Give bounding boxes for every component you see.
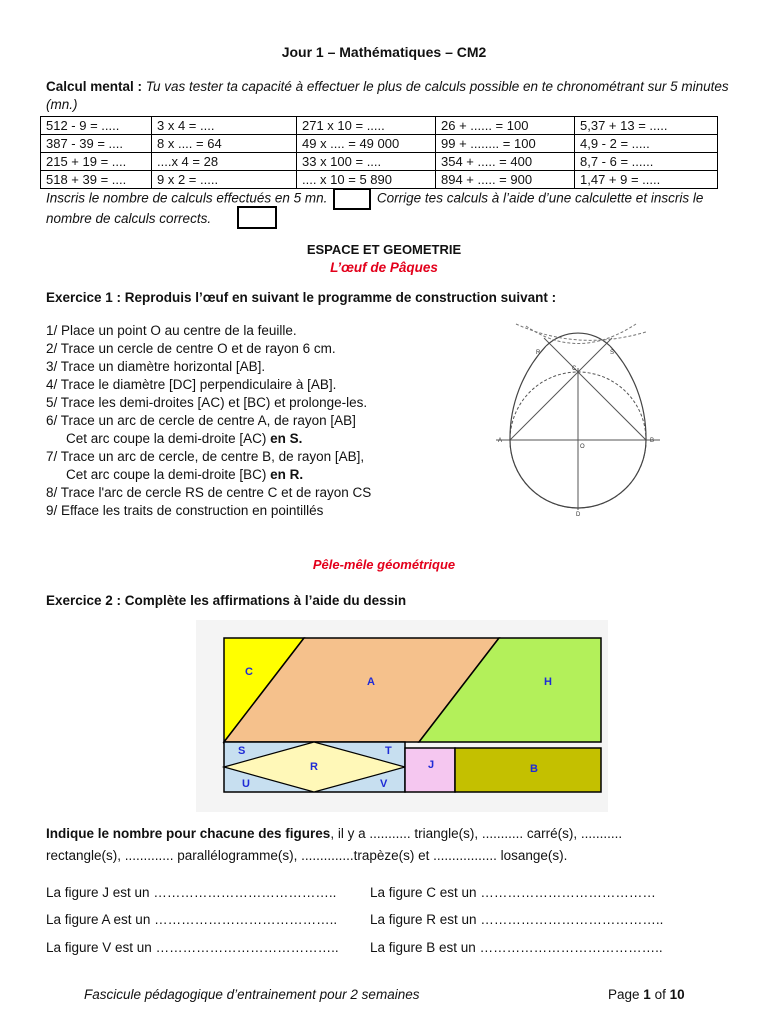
label-b: B: [530, 763, 538, 775]
step-7: 7/ Trace un arc de cercle, de centre B, de rayon [AB],: [46, 449, 365, 464]
step-8: 8/ Trace l'arc de cercle RS de centre C et de rayon CS: [46, 485, 372, 500]
label-h: H: [544, 676, 552, 688]
label-t: T: [385, 745, 392, 757]
indique-rest: , il y a ........... triangle(s), ........... carré(s), ...........: [330, 826, 623, 841]
calc-cell: 215 + 19 = ....: [41, 153, 152, 171]
exercise1-title: Exercice 1 : Reproduis l’œuf en suivant le programme de construction suivant :: [46, 290, 557, 305]
step-4: 4/ Trace le diamètre [DC] perpendiculaire à [AB].: [46, 377, 337, 392]
construction-steps: [46, 322, 371, 520]
label-r: R: [310, 761, 318, 773]
calc-row: [41, 135, 718, 153]
calc-cell: 518 + 39 = ....: [41, 171, 152, 189]
indique-instruction: [46, 823, 726, 867]
calc-cell: 8 x .... = 64: [152, 135, 297, 153]
section-title: ESPACE ET GEOMETRIE: [306, 242, 462, 257]
calcul-label: Calcul mental :: [46, 79, 143, 94]
label-v: V: [380, 778, 388, 790]
label-s: S: [610, 350, 615, 356]
answer-box-correct[interactable]: [237, 206, 277, 229]
statement-j: La figure J est un …………………………………..: [46, 885, 337, 900]
calc-cell: 1,47 + 9 = .....: [575, 171, 718, 189]
pelemele-figure: [196, 620, 608, 812]
calcul-mental-intro: [46, 78, 736, 114]
label-d: D: [576, 512, 581, 518]
calcul-table: [40, 116, 718, 189]
step-6-continued: [46, 430, 371, 448]
step-7-bold: en R.: [270, 467, 304, 482]
inscris-text-1: Inscris le nombre de calculs effectués en 5 mn.: [46, 190, 328, 206]
step-6: 6/ Trace un arc de cercle de centre A, de rayon [AB]: [46, 413, 356, 428]
calc-cell: 99 + ........ = 100: [436, 135, 575, 153]
step-7-cont-text: Cet arc coupe la demi-droite [BC): [66, 467, 271, 482]
calc-row: [41, 153, 718, 171]
inscris-text-3: nombre de calculs corrects.: [46, 211, 212, 226]
step-6-cont-text: Cet arc coupe la demi-droite [AC): [66, 431, 271, 446]
statement-b: La figure B est un …………………………………..: [370, 940, 663, 955]
statement-c: La figure C est un …………………………………: [370, 885, 656, 900]
pelemele-subtitle: Pêle-mêle géométrique: [312, 557, 456, 572]
inscris-text-2: Corrige tes calculs à l’aide d’une calculette et inscris le: [376, 190, 704, 206]
step-9: 9/ Efface les traits de construction en pointillés: [46, 503, 324, 518]
step-3: 3/ Trace un diamètre horizontal [AB].: [46, 359, 266, 374]
calc-cell: 26 + ...... = 100: [436, 117, 575, 135]
calc-cell: 4,9 - 2 = .....: [575, 135, 718, 153]
egg-subtitle: L’œuf de Pâques: [330, 260, 438, 275]
statement-a: La figure A est un …………………………………..: [46, 912, 338, 927]
statement-v: La figure V est un …………………………………..: [46, 940, 339, 955]
step-5: 5/ Trace les demi-droites [AC) et [BC) et prolonge-les.: [46, 395, 368, 410]
label-b: B: [650, 438, 655, 444]
calc-row: [41, 117, 718, 135]
calc-cell: 387 - 39 = ....: [41, 135, 152, 153]
calc-cell: 49 x .... = 49 000: [297, 135, 436, 153]
page-current: 1: [643, 987, 651, 1002]
label-c: C: [245, 666, 253, 678]
label-r: R: [536, 350, 541, 356]
calc-cell: ....x 4 = 28: [152, 153, 297, 171]
label-o: O: [580, 444, 585, 450]
label-s: S: [238, 745, 246, 757]
page-of: of: [654, 987, 666, 1002]
calcul-instruction: Tu vas tester ta capacité à effectuer le plus de calculs possible en te chronométrant sur 5 minutes (mn.): [46, 79, 729, 112]
page-number: [608, 987, 685, 1002]
step-2: 2/ Trace un cercle de centre O et de rayon 6 cm.: [46, 341, 336, 356]
calc-cell: 3 x 4 = ....: [152, 117, 297, 135]
inscris-instruction: [46, 188, 736, 228]
indique-line2: rectangle(s), ............. parallélogramme(s), ..............trapèze(s) et ................. losange(s).: [46, 848, 568, 863]
label-a: A: [367, 676, 375, 688]
label-u: U: [242, 778, 250, 790]
calc-cell: 271 x 10 = .....: [297, 117, 436, 135]
step-6-bold: en S.: [270, 431, 303, 446]
egg-construction-figure: [486, 322, 662, 520]
label-j: J: [428, 759, 435, 771]
page-total: 10: [669, 987, 685, 1002]
calc-cell: 894 + ..... = 900: [436, 171, 575, 189]
calc-cell: 33 x 100 = ....: [297, 153, 436, 171]
calc-cell: 9 x 2 = .....: [152, 171, 297, 189]
shape-b-rectangle: [455, 748, 601, 792]
calc-cell: 8,7 - 6 = ......: [575, 153, 718, 171]
page-label: Page: [608, 987, 640, 1002]
page-title: Jour 1 – Mathématiques – CM2: [281, 44, 487, 60]
calc-cell: .... x 10 = 5 890: [297, 171, 436, 189]
statement-r: La figure R est un …………………………………..: [370, 912, 664, 927]
step-1: 1/ Place un point O au centre de la feuille.: [46, 323, 297, 338]
footer-text: Fascicule pédagogique d’entrainement pour 2 semaines: [84, 987, 420, 1002]
label-a: A: [498, 438, 503, 444]
indique-bold: Indique le nombre pour chacune des figures: [46, 826, 331, 841]
label-c: C: [572, 366, 577, 372]
answer-box-total[interactable]: [333, 188, 371, 210]
calc-cell: 354 + ..... = 400: [436, 153, 575, 171]
step-7-continued: [46, 466, 371, 484]
calc-cell: 5,37 + 13 = .....: [575, 117, 718, 135]
calc-cell: 512 - 9 = .....: [41, 117, 152, 135]
calc-row: [41, 171, 718, 189]
exercise2-title: Exercice 2 : Complète les affirmations à l’aide du dessin: [46, 593, 407, 608]
